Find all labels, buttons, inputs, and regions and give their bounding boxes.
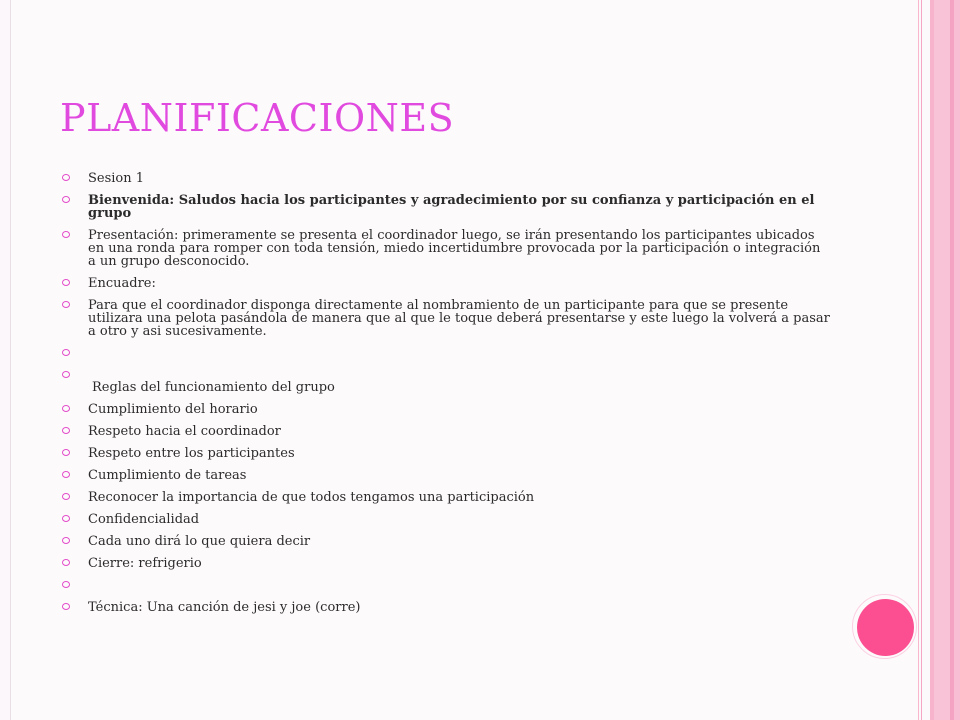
bullet-circle-icon xyxy=(62,559,70,566)
bullet-text: Confidencialidad xyxy=(88,512,200,527)
bullet-item xyxy=(62,194,832,220)
bullet-circle-icon xyxy=(62,196,70,203)
bullet-text: Cumplimiento de tareas xyxy=(88,468,247,483)
bullet-circle-icon xyxy=(62,449,70,456)
bullet-item xyxy=(62,579,832,592)
bullet-text: Respeto hacia el coordinador xyxy=(88,424,281,439)
bullet-item xyxy=(62,447,832,460)
decorative-circle xyxy=(857,599,914,656)
bullet-text: Sesion 1 xyxy=(88,171,145,186)
bullet-item xyxy=(62,469,832,482)
bullet-item xyxy=(62,369,832,394)
bullet-circle-icon xyxy=(62,471,70,478)
slide-title: PLANIFICACIONES xyxy=(60,96,455,140)
stripe xyxy=(921,0,922,720)
bullet-circle-icon xyxy=(62,537,70,544)
bullet-item xyxy=(62,172,832,185)
stripe xyxy=(934,0,950,720)
bullet-text: Presentación: primeramente se presenta el coordinador luego, se irán presentando los participantes ubicados en una ronda para romper con toda tensión, miedo incertidumbre provocada por la participación o integración a un grupo desconocido. xyxy=(88,228,821,269)
bullet-item xyxy=(62,347,832,360)
bullet-item xyxy=(62,557,832,570)
stripe xyxy=(954,0,960,720)
left-border xyxy=(0,0,11,720)
right-stripes-decoration xyxy=(918,0,960,720)
bullet-circle-icon xyxy=(62,231,70,238)
bullet-text: Técnica: Una canción de jesi y joe (corre) xyxy=(88,600,361,615)
bullet-text: Para que el coordinador disponga directamente al nombramiento de un participante para que se presente utilizara una pelota pasándola de manera que al que le toque deberá presentarse y este luego la volverá a pasar a otro y asi sucesivamente. xyxy=(88,298,830,339)
bullet-item xyxy=(62,277,832,290)
bullet-item xyxy=(62,491,832,504)
bullet-circle-icon xyxy=(62,174,70,181)
bullet-circle-icon xyxy=(62,603,70,610)
bullet-item xyxy=(62,601,832,614)
stripe xyxy=(918,0,919,720)
bullet-circle-icon xyxy=(62,581,70,588)
bullet-circle-icon xyxy=(62,301,70,308)
bullet-circle-icon xyxy=(62,427,70,434)
bullet-circle-icon xyxy=(62,493,70,500)
bullet-circle-icon xyxy=(62,349,70,356)
bullet-text: Cumplimiento del horario xyxy=(88,402,258,417)
bullet-item xyxy=(62,425,832,438)
bullet-text: Reconocer la importancia de que todos tengamos una participación xyxy=(88,490,535,505)
bullet-item xyxy=(62,299,832,338)
bullet-circle-icon xyxy=(62,405,70,412)
bullet-text: Encuadre: xyxy=(88,276,156,291)
bullet-circle-icon xyxy=(62,515,70,522)
bullet-text: Reglas del funcionamiento del grupo xyxy=(92,380,335,395)
bullet-circle-icon xyxy=(62,279,70,286)
bullet-text: Cierre: refrigerio xyxy=(88,556,202,571)
bullet-item xyxy=(62,229,832,268)
bullet-item xyxy=(62,535,832,548)
bullet-text: Bienvenida: Saludos hacia los participantes y agradecimiento por su confianza y participación en el grupo xyxy=(88,193,815,221)
bullet-text: Cada uno dirá lo que quiera decir xyxy=(88,534,311,549)
bullet-text: Respeto entre los participantes xyxy=(88,446,295,461)
bullet-item xyxy=(62,403,832,416)
bullet-list xyxy=(62,172,832,623)
bullet-item xyxy=(62,513,832,526)
bullet-circle-icon xyxy=(62,371,70,378)
